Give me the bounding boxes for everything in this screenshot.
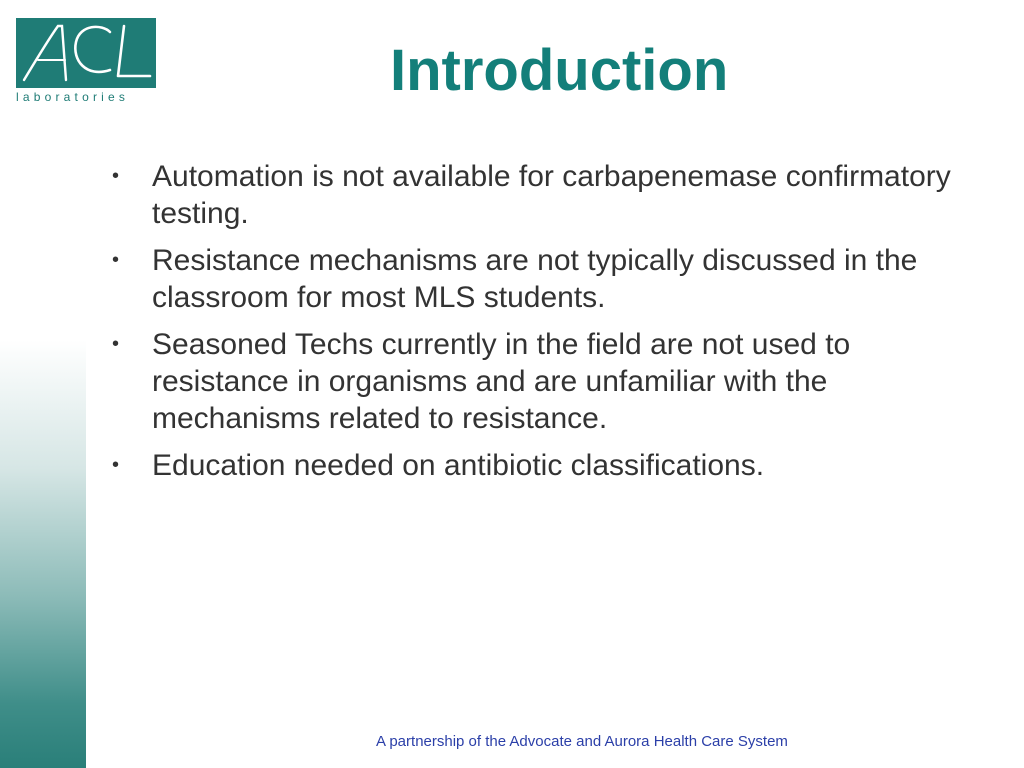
bullet-text: Resistance mechanisms are not typically discussed in the classroom for most MLS students. (152, 244, 918, 314)
bullet-item (112, 158, 962, 232)
side-gradient-bar (0, 340, 86, 768)
bullet-icon: • (112, 454, 120, 476)
bullet-list (112, 158, 962, 494)
bullet-item (112, 447, 962, 484)
bullet-icon: • (112, 333, 120, 355)
acl-laboratories-logo (16, 18, 158, 106)
bullet-item (112, 242, 962, 316)
bullet-icon: • (112, 165, 120, 187)
footer-text: A partnership of the Advocate and Aurora Health Care System (376, 733, 788, 750)
bullet-item (112, 326, 962, 437)
bullet-icon: • (112, 249, 120, 271)
logo-letters-acl (18, 20, 154, 86)
logo-box (16, 18, 156, 88)
logo-subtitle: laboratories (16, 90, 130, 104)
bullet-text: Automation is not available for carbapenemase confirmatory testing. (152, 160, 951, 230)
bullet-text: Seasoned Techs currently in the field are not used to resistance in organisms and are unfamiliar with the mechanisms related to resistance. (152, 328, 851, 435)
bullet-text: Education needed on antibiotic classifications. (152, 449, 765, 482)
slide-title: Introduction (390, 38, 729, 103)
